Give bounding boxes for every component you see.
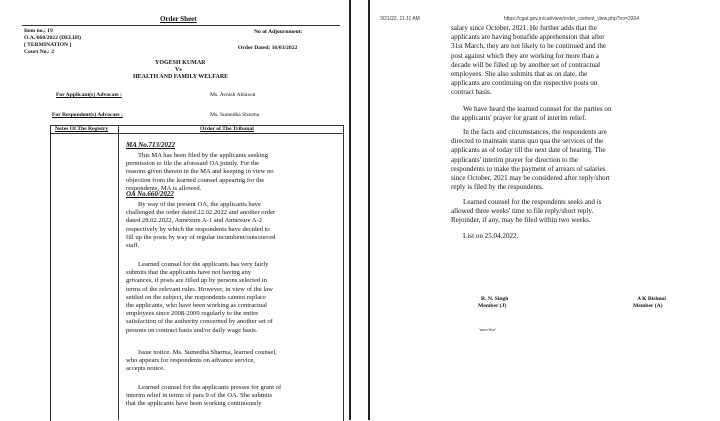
relief-line: that the applicants have been working continuously	[126, 400, 262, 408]
print-url: https://cgat.gov.in/cat/view/order_content_view.php?no=3304	[504, 16, 640, 22]
signatory-left-name: R. N. Singh	[481, 296, 509, 302]
heard-line: the applicants' prayer for grant of interim relief.	[451, 114, 587, 123]
heard-line: We have heard the learned counsel for the parties on	[463, 105, 612, 113]
facts-line: directed to maintain status quo qua the services of the	[451, 137, 604, 146]
notice-line: Issue notice. Ms. Sumedha Sharma, learned counsel,	[138, 349, 277, 356]
ma-line: This MA has been filed by the applicants seeking	[138, 152, 269, 159]
ma-line: reasons given therein in the MA and keeping in view no	[126, 168, 274, 176]
order-sheet-page-2	[370, 0, 720, 420]
salary-line: applicants are having bonafide apprehension that after	[451, 33, 605, 42]
relief-paragraph	[126, 384, 338, 409]
ma-line: objection from the learned counsel appearing for the	[126, 176, 265, 184]
facts-line: since October, 2021 may be considered after reply/short	[451, 174, 610, 183]
oa-number: O.A./660/2022 (DELHI)	[24, 35, 82, 41]
counsel-line: settled on the subject, the respondents cannot replace	[126, 293, 266, 301]
weeks-line: Learned counsel for the respondents seeks and is	[463, 198, 602, 206]
party-respondent: HEALTH AND FAMILY WELFARE	[133, 74, 229, 80]
oa-line: By way of the present OA, the applicants have	[138, 201, 261, 208]
adjournment-label: No of Adjournment:	[254, 29, 303, 35]
footer-tag: 'nmv/dsn'	[479, 327, 497, 332]
facts-paragraph	[451, 128, 679, 192]
order-sheet-title: Order Sheet	[160, 15, 197, 23]
facts-line: In the facts and circumstances, the respondents are	[463, 128, 607, 136]
item-no: Item no.: 19	[24, 28, 53, 34]
facts-line: reply is filed by the respondents.	[451, 183, 544, 192]
court-no: Court No.: 2	[24, 49, 54, 55]
counsel-line: submits that the applicants have not having any	[126, 269, 252, 277]
counsel-line: Learned counsel for the applicants has very fairly	[138, 261, 269, 268]
signatory-right-name: A K Bishnoi	[637, 296, 666, 302]
oa-line: challenged the order dated 22.02.2022 and another order	[126, 209, 276, 217]
counsel-line: the applicants, who have been working as contractual	[126, 302, 267, 310]
counsel-line: employees since 2008-2009 regularly to the entire	[126, 310, 259, 318]
signatory-left-role: Member (J)	[478, 303, 507, 309]
oa-line: respectively by which the respondents have decided to	[126, 225, 270, 233]
notice-paragraph	[126, 349, 338, 374]
print-timestamp: 3/21/22, 11:11 AM	[380, 16, 420, 22]
ma-line: respondents, MA is allowed.	[126, 184, 202, 192]
counsel-line: terms of the relevant rules. However, in view of the law	[126, 285, 273, 293]
salary-paragraph	[451, 24, 679, 98]
order-dated: Order Dated: 16/03/2022	[238, 45, 298, 51]
counsel-paragraph	[126, 261, 338, 335]
respondent-advocate-name: Ms. Sumedha Sharma	[210, 112, 260, 118]
title-rule	[22, 25, 340, 26]
relief-line: Learned counsel for the applicants presses for grant of	[138, 384, 282, 391]
party-applicant: YOGESH KUMAR	[155, 60, 206, 66]
list-on-date: List on 25.04.2022.	[463, 232, 519, 240]
oa-line: fill up the posts by way of regular incumbent/outsourced	[126, 233, 276, 241]
notice-line: accepts notice.	[126, 365, 165, 373]
table-header-rule	[50, 133, 343, 134]
signatory-right-role: Member (A)	[633, 303, 663, 309]
respondent-advocate-label: For Respondent(s) Advocate :	[52, 112, 123, 118]
ma-paragraph	[126, 152, 338, 193]
counsel-line: satisfaction of the authority concerned by another set of	[126, 318, 273, 326]
weeks-line: allowed three weeks' time to file reply/short reply.	[451, 207, 594, 216]
table-column-divider	[118, 125, 119, 420]
weeks-line: Rejoinder, if any, may be filed within two weeks.	[451, 216, 591, 225]
applicant-advocate-name: Ms. Avnish Ahlawat	[210, 92, 256, 98]
facts-line: applicants' interim prayer for direction to the	[451, 155, 578, 164]
relief-line: interim relief in terms of para 9 of the OA. She submits	[126, 392, 273, 400]
counsel-line: persons on contract basis and/or daily wage basis.	[126, 326, 258, 334]
applicant-advocate-label: For Applicant(s) Advocate :	[56, 92, 122, 98]
ma-line: permission to file the aforesaid OA jointly. For the	[126, 160, 260, 168]
left-page-edge	[349, 0, 351, 420]
oa-line: staff.	[126, 242, 140, 250]
heard-paragraph	[451, 105, 679, 123]
salary-line: decade will be filled up by another set of contractual	[451, 60, 601, 69]
salary-line: applicants are continuing on the respective posts on	[451, 79, 598, 88]
salary-line: 31st March, they are not likely to be continued and the	[451, 42, 607, 51]
oa-heading: OA No.660/2022	[126, 190, 174, 198]
termination-tag: [ TERMINATION ]	[24, 42, 72, 48]
notice-line: who appears for respondents on advance service,	[126, 357, 256, 365]
counsel-line: grivances, if posts are filled up by persons selected in	[126, 277, 267, 285]
ma-heading: MA No.713/2022	[126, 141, 176, 149]
facts-line: respondents to make the payment of arrears of salaries	[451, 164, 606, 173]
weeks-paragraph	[451, 198, 679, 226]
salary-line: post against which they are working for more than a	[451, 51, 599, 60]
order-sheet-page-1	[0, 0, 348, 420]
oa-paragraph	[126, 201, 338, 250]
salary-line: salary since October, 2021. He further adds that the	[451, 24, 597, 32]
salary-line: employees. She also submits that as on date, the	[451, 70, 588, 79]
salary-line: contract basis.	[451, 88, 492, 97]
oa-line: dated 28.02.2022, Annexure A-1 and Annexure A-2	[126, 217, 263, 225]
facts-line: applicants as of today till the next date of hearing. The	[451, 146, 606, 155]
col-order-header: Order of The Tribunal	[200, 126, 254, 132]
col-notes-header: Notes Of The Registry	[55, 126, 109, 132]
versus-label: Vs	[175, 67, 182, 73]
